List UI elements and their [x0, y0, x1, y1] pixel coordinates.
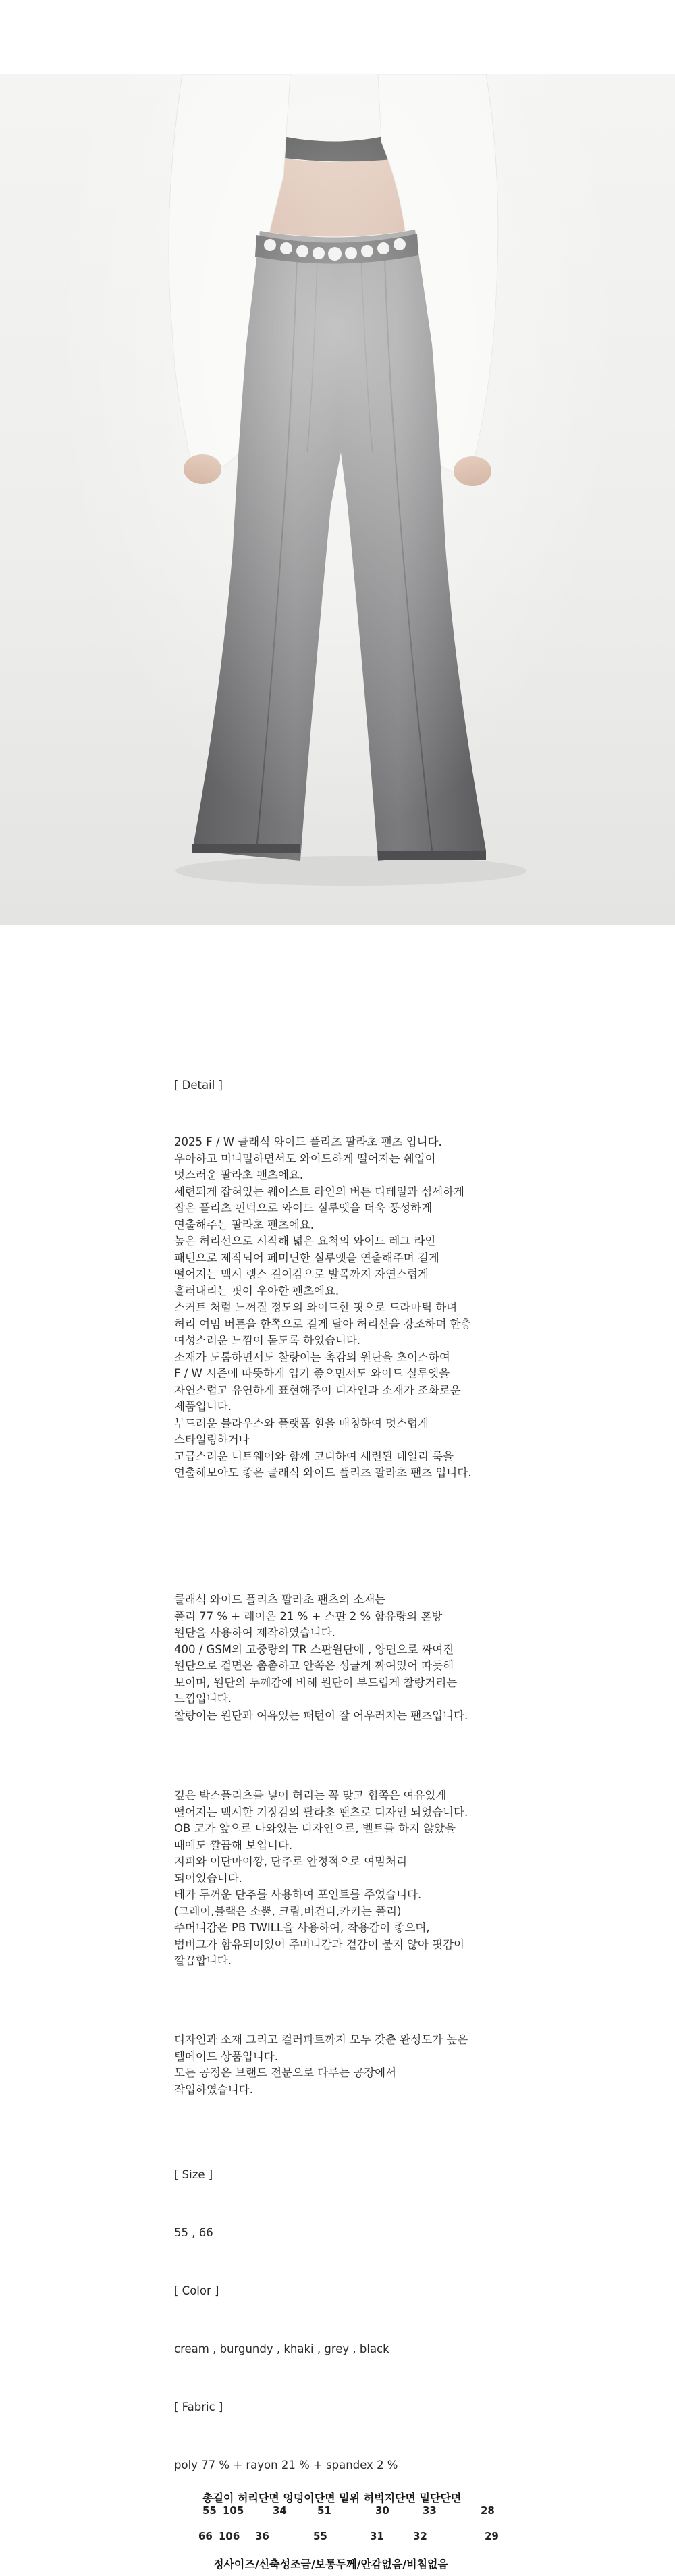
text-line: 허리 여밈 버튼을 한쪽으로 길게 달아 허리선을 강조하며 한층 — [174, 1317, 472, 1331]
text-line: (그레이,블랙은 소뿔, 크림,버건디,카키는 폴리) — [174, 1904, 402, 1918]
text-line: 스타일링하거나 — [174, 1433, 250, 1446]
table-cell: 66 — [198, 2530, 213, 2542]
table-cell: 105 — [223, 2504, 244, 2517]
product-photo — [0, 74, 675, 925]
text-line: 작업하였습니다. — [174, 2083, 253, 2096]
text-line: 깔끔합니다. — [174, 1954, 232, 1967]
text-line: 스커트 처럼 느껴질 정도의 와이드한 핏으로 드라마틱 하며 — [174, 1301, 458, 1314]
size-value: 55 , 66 — [174, 2226, 213, 2239]
text-line: 멋스러운 팔라초 팬츠에요. — [174, 1169, 304, 1181]
text-line: 때에도 깔끔해 보입니다. — [174, 1838, 293, 1852]
color-value: cream , burgundy , khaki , grey , black — [174, 2342, 389, 2355]
color-heading: [ Color ] — [174, 2284, 219, 2297]
text-line: 테가 두꺼운 단추를 사용하여 포인트를 주었습니다. — [174, 1888, 422, 1901]
table-cell: 51 — [317, 2504, 331, 2517]
text-line: 높은 허리선으로 시작해 넓은 요척의 와이드 레그 라인 — [174, 1235, 436, 1247]
text-line: 폴리 77 % + 레이온 21 % + 스판 2 % 함유량의 혼방 — [174, 1609, 443, 1623]
text-line: 떨어지는 맥시한 기장감의 팔라초 팬츠로 디자인 되었습니다. — [174, 1805, 468, 1819]
text-line: 부드러운 블라우스와 플랫폼 힐을 매칭하여 멋스럽게 — [174, 1416, 429, 1430]
text-line: 원단을 사용하여 제작하였습니다. — [174, 1626, 335, 1639]
text-line: 모든 공정은 브랜드 전문으로 다루는 공장에서 — [174, 2066, 397, 2079]
size-heading: [ Size ] — [174, 2168, 213, 2181]
table-cell: 32 — [413, 2530, 427, 2542]
table-cell: 30 — [375, 2504, 389, 2517]
text-line: 연출해보아도 좋은 클래식 와이드 플리츠 팔라초 팬츠 입니다. — [174, 1466, 472, 1479]
text-line: 깊은 박스플리츠를 넣어 허리는 꼭 맞고 힙쪽은 여유있게 — [174, 1789, 447, 1802]
text-line: 우아하고 미니멀하면서도 와이드하게 떨어지는 쉐입이 — [174, 1152, 436, 1165]
text-line: 느낌입니다. — [174, 1692, 232, 1705]
text-line: 원단으로 겉면은 촘촘하고 안쪽은 성글게 짜여있어 따듯해 — [174, 1659, 454, 1672]
text-line: 연출해주는 팔라초 팬츠에요. — [174, 1218, 315, 1231]
text-line: 지퍼와 이단마이깡, 단추로 안정적으로 여밈처리 — [174, 1855, 408, 1868]
text-line: 400 / GSM의 고중량의 TR 스판원단에 , 양면으로 짜여진 — [174, 1642, 454, 1656]
text-line: 소재가 도톰하면서도 찰랑이는 촉감의 원단을 초이스하여 — [174, 1350, 450, 1364]
fabric-value: poly 77 % + rayon 21 % + spandex 2 % — [174, 2459, 398, 2471]
detail-paragraph-4 — [174, 2032, 525, 2098]
text-line: 텔메이드 상품입니다. — [174, 2049, 278, 2063]
table-cell: 31 — [370, 2530, 384, 2542]
text-line: OB 코가 앞으로 나와있는 디자인으로, 벨트를 하지 않았을 — [174, 1822, 456, 1835]
fabric-heading: [ Fabric ] — [174, 2400, 223, 2413]
table-cell: 36 — [255, 2530, 269, 2542]
text-line: 세련되게 잡혀있는 웨이스트 라인의 버튼 디테일과 섬세하게 — [174, 1185, 464, 1198]
table-cell: 29 — [485, 2530, 499, 2542]
text-line: 보이며, 원단의 두께감에 비해 원단이 부드럽게 찰랑거리는 — [174, 1675, 458, 1689]
text-line: 디자인과 소재 그리고 컬러파트까지 모두 갖춘 완성도가 높은 — [174, 2033, 468, 2046]
text-line: 제품입니다. — [174, 1400, 232, 1413]
detail-heading: [ Detail ] — [174, 1079, 223, 1092]
text-line: 찰랑이는 원단과 여유있는 패턴이 잘 어우러지는 팬츠입니다. — [174, 1709, 468, 1722]
text-line: 여성스러운 느낌이 돋도록 하였습니다. — [174, 1334, 361, 1347]
table-cell: 33 — [423, 2504, 437, 2517]
text-line: F / W 시즌에 따뜻하게 입기 좋으면서도 와이드 실루엣을 — [174, 1367, 450, 1380]
text-line: 범버그가 함유되어있어 주머니감과 겉감이 붙지 않아 핏감이 — [174, 1937, 464, 1951]
table-cell: 55 — [313, 2530, 327, 2542]
text-line: 흘러내리는 핏이 우아한 팬츠에요. — [174, 1284, 340, 1297]
text-line: 잡은 플리츠 핀턱으로 와이드 실루엣을 더욱 풍성하게 — [174, 1202, 433, 1214]
photo-background — [0, 74, 675, 925]
text-line: 2025 F / W 클래식 와이드 플리츠 팔라초 팬츠 입니다. — [174, 1135, 442, 1148]
text-line: 떨어지는 맥시 렝스 길이감으로 발목까지 자연스럽게 — [174, 1268, 429, 1281]
text-line: 자연스럽고 유연하게 표현해주어 디자인과 소재가 조화로운 — [174, 1383, 461, 1397]
text-line: 패턴으로 제작되어 페미닌한 실루엣을 연출해주며 길게 — [174, 1251, 439, 1264]
text-line: 고급스러운 니트웨어와 함께 코디하여 세련된 데일리 룩을 — [174, 1449, 454, 1463]
text-line: 클래식 와이드 플리츠 팔라초 팬츠의 소재는 — [174, 1593, 386, 1606]
detail-paragraph-3 — [174, 1788, 525, 1970]
text-line: 주머니감은 PB TWILL을 사용하여, 착용감이 좋으며, — [174, 1921, 430, 1934]
table-cell: 28 — [481, 2504, 495, 2517]
table-cell: 55 — [202, 2504, 217, 2517]
table-cell: 106 — [219, 2530, 240, 2542]
size-table-header: 총길이 허리단면 엉덩이단면 밑위 허벅지단면 밑단단면 — [202, 2492, 462, 2504]
table-cell: 34 — [273, 2504, 287, 2517]
detail-paragraph-2 — [174, 1592, 525, 1724]
detail-paragraph-1 — [174, 1134, 525, 1482]
text-line: 되어있습니다. — [174, 1871, 242, 1885]
size-table-footer: 정사이즈/신축성조금/보통두께/안감없음/비침없음 — [213, 2558, 448, 2571]
